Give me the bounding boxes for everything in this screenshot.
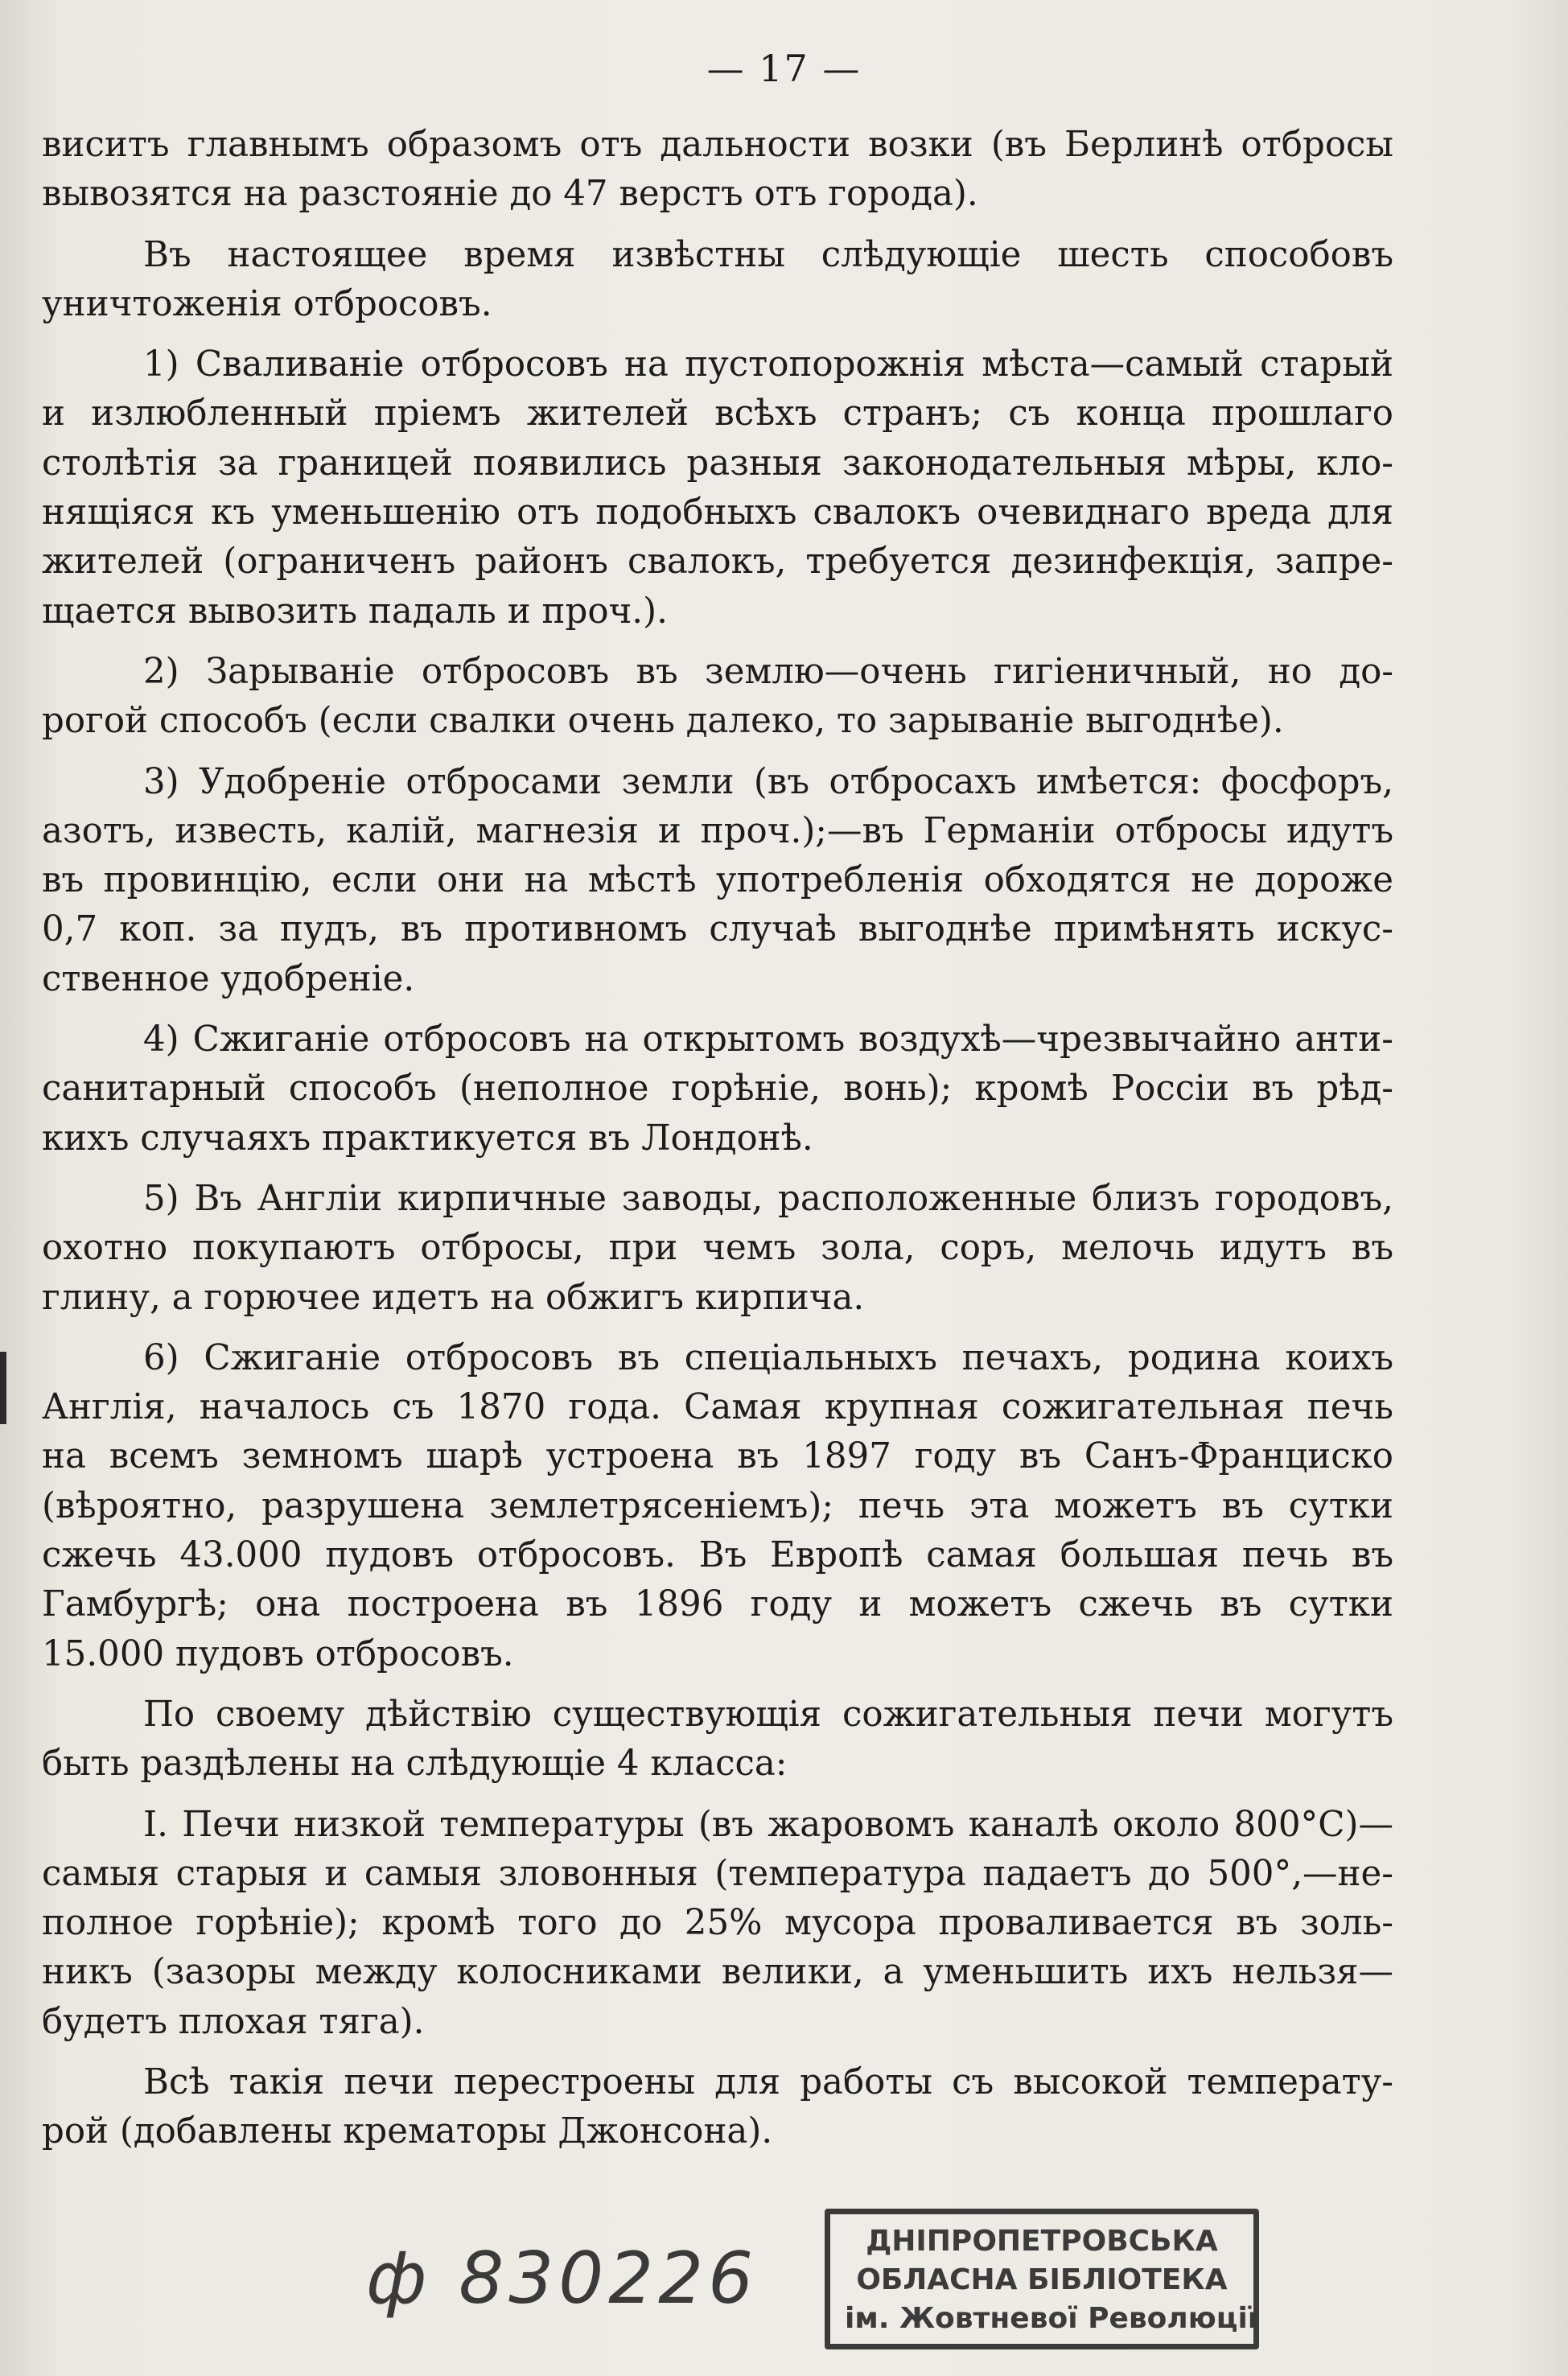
- text-line: нящіяся къ уменьшенію отъ подобныхъ свалокъ очевиднаго вреда для: [42, 492, 1393, 533]
- text-line: 3) Удобреніе отбросами земли (въ отбросахъ имѣется: фосфоръ,: [143, 761, 1393, 802]
- paragraph: [42, 1801, 1393, 2047]
- text-line: 2) Зарываніе отбросовъ въ землю—очень гигіеничный, но до-: [143, 651, 1393, 692]
- text-line: столѣтія за границей появились разныя законодательныя мѣры, кло-: [42, 443, 1393, 484]
- text-line: рогой способъ (если свалки очень далеко, то зарываніе выгоднѣе).: [42, 701, 1284, 742]
- paragraph: [42, 1690, 1393, 1789]
- paragraph: [42, 231, 1393, 330]
- text-line: глину, а горючее идетъ на обжигъ кирпича.: [42, 1277, 865, 1318]
- text-line: Гамбургѣ; она построена въ 1896 году и можетъ сжечь въ сутки: [42, 1584, 1393, 1625]
- paragraph: [42, 121, 1393, 220]
- text-line: вывозятся на разстояніе до 47 верстъ отъ города).: [42, 174, 978, 215]
- text-line: и излюбленный пріемъ жителей всѣхъ странъ; съ конца прошлаго: [42, 393, 1393, 434]
- text-line: 4) Сжиганіе отбросовъ на открытомъ воздухѣ—чрезвычайно анти-: [143, 1019, 1393, 1060]
- paragraph: [42, 1175, 1393, 1323]
- text-line: санитарный способъ (неполное горѣніе, вонь); кромѣ Россіи въ рѣд-: [42, 1069, 1393, 1110]
- paragraph: [42, 2058, 1393, 2157]
- text-line: сжечь 43.000 пудовъ отбросовъ. Въ Европѣ самая большая печь въ: [42, 1535, 1393, 1576]
- stamp-line-3: ім. Жовтневої Революції: [845, 2302, 1258, 2335]
- paragraph: [42, 648, 1393, 747]
- text-line: 15.000 пудовъ отбросовъ.: [42, 1633, 514, 1674]
- paragraph: [42, 1334, 1393, 1679]
- text-line: никъ (зазоры между колосниками велики, а уменьшить ихъ нельзя—: [42, 1952, 1393, 1993]
- paragraph: [42, 1015, 1393, 1163]
- text-line: 5) Въ Англіи кирпичные заводы, расположенные близъ городовъ,: [143, 1178, 1393, 1219]
- paragraph: [42, 340, 1393, 636]
- text-line: ственное удобреніе.: [42, 958, 415, 999]
- text-line: (вѣроятно, разрушена землетрясеніемъ); печь эта можетъ въ сутки: [42, 1485, 1393, 1526]
- text-line: рой (добавлены крематоры Джонсона).: [42, 2111, 773, 2152]
- text-line: будетъ плохая тяга).: [42, 2001, 425, 2042]
- body-text: [42, 121, 1393, 2168]
- inventory-number: ф 830226: [366, 2237, 759, 2320]
- text-line: въ провинцію, если они на мѣстѣ употребленія обходятся не дороже: [42, 860, 1393, 901]
- text-line: Англія, началось съ 1870 года. Самая крупная сожигательная печь: [42, 1387, 1393, 1428]
- text-line: Въ настоящее время извѣстны слѣдующіе шесть способовъ: [143, 234, 1393, 275]
- text-line: Всѣ такія печи перестроены для работы съ высокой температу-: [143, 2061, 1393, 2102]
- text-line: 6) Сжиганіе отбросовъ въ спеціальныхъ печахъ, родина коихъ: [143, 1337, 1393, 1378]
- text-line: азотъ, известь, калій, магнезія и проч.);—въ Германіи отбросы идутъ: [42, 810, 1393, 851]
- text-line: самыя старыя и самыя зловонныя (температура падаетъ до 500°,—не-: [42, 1853, 1393, 1894]
- text-line: кихъ случаяхъ практикуется въ Лондонѣ.: [42, 1118, 813, 1159]
- text-line: жителей (ограниченъ районъ свалокъ, требуется дезинфекція, запре-: [42, 541, 1393, 583]
- text-line: виситъ главнымъ образомъ отъ дальности возки (въ Берлинѣ отбросы: [42, 125, 1393, 165]
- text-line: полное горѣніе); кромѣ того до 25% мусора проваливается въ золь-: [42, 1903, 1393, 1944]
- library-stamp: [825, 2209, 1259, 2349]
- text-line: быть раздѣлены на слѣдующіе 4 класса:: [42, 1744, 788, 1785]
- paragraph: [42, 758, 1393, 1004]
- text-line: щается вывозить падаль и проч.).: [42, 591, 668, 632]
- text-line: уничтоженія отбросовъ.: [42, 283, 492, 324]
- text-line: охотно покупаютъ отбросы, при чемъ зола, соръ, мелочь идутъ въ: [42, 1228, 1393, 1269]
- text-line: 1) Сваливаніе отбросовъ на пустопорожнія мѣста—самый старый: [143, 344, 1393, 385]
- text-line: на всемъ земномъ шарѣ устроена въ 1897 году въ Санъ-Франциско: [42, 1436, 1393, 1477]
- text-line: I. Печи низкой температуры (въ жаровомъ каналѣ около 800°С)—: [143, 1804, 1393, 1845]
- text-line: По своему дѣйствію существующія сожигательныя печи могутъ: [143, 1694, 1393, 1735]
- stamp-line-2: ОБЛАСНА БІБЛІОТЕКА: [856, 2263, 1228, 2296]
- text-line: 0,7 коп. за пудъ, въ противномъ случаѣ выгоднѣе примѣнять искус-: [42, 909, 1393, 950]
- margin-mark: [0, 1352, 6, 1424]
- stamp-line-1: ДНІПРОПЕТРОВСЬКА: [866, 2225, 1218, 2258]
- page-number: — 17 —: [706, 47, 862, 90]
